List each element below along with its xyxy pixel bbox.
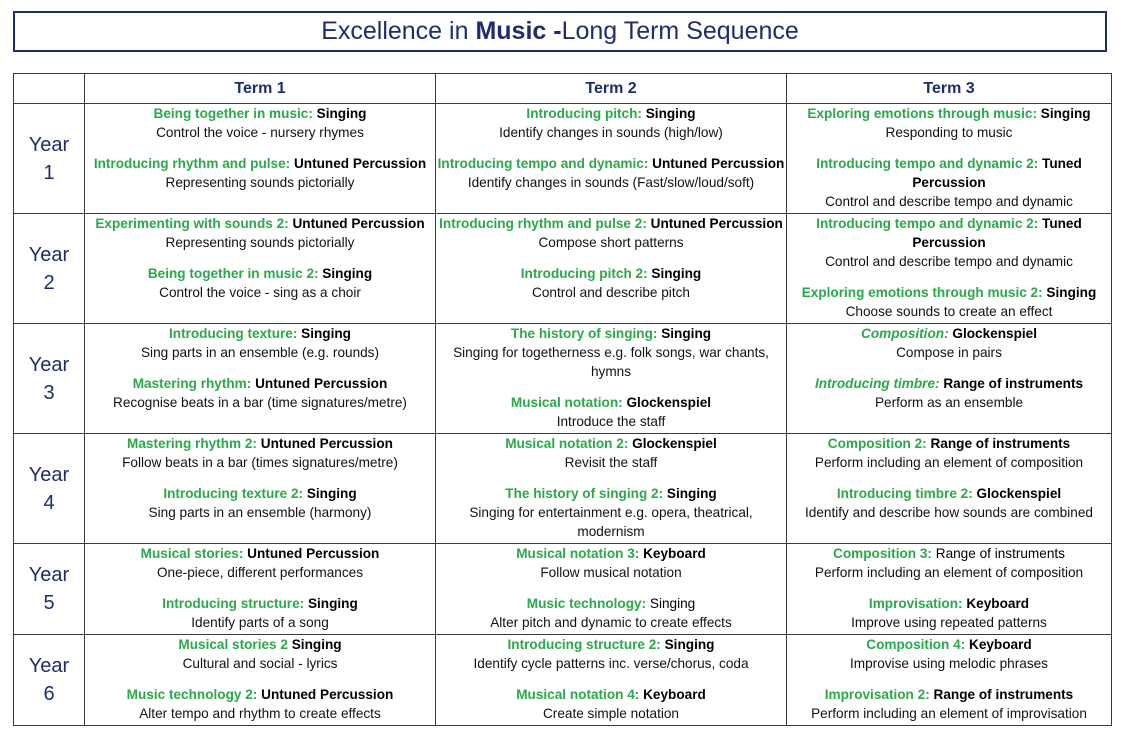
unit-description: Sing parts in an ensemble (harmony) — [148, 505, 372, 520]
unit-block — [85, 635, 435, 673]
unit-description: Sing parts in an ensemble (e.g. rounds) — [140, 345, 380, 360]
unit-instrument: Singing — [1036, 106, 1091, 121]
unit-heading — [85, 214, 435, 233]
unit-topic: Introducing timbre 2: — [836, 486, 973, 501]
unit-block — [436, 154, 786, 192]
term-1-cell — [85, 214, 436, 324]
unit-block — [85, 104, 435, 142]
unit-instrument: Singing — [297, 326, 351, 341]
unit-description: Improve using repeated patterns — [851, 615, 1047, 630]
unit-heading — [85, 324, 435, 343]
unit-instrument: Tuned Percussion — [912, 216, 1082, 250]
unit-block — [787, 434, 1111, 472]
unit-block — [436, 104, 786, 142]
unit-description: Control and describe pitch — [532, 285, 690, 300]
unit-instrument: Glockenspiel — [628, 436, 717, 451]
unit-block — [436, 393, 786, 431]
unit-block — [787, 154, 1111, 211]
unit-block — [787, 104, 1111, 142]
term-2-cell — [436, 214, 787, 324]
unit-heading — [85, 264, 435, 283]
unit-topic: Mastering rhythm 2: — [127, 436, 257, 451]
unit-instrument: Untuned Percussion — [646, 216, 783, 231]
unit-description: Compose short patterns — [538, 235, 684, 250]
unit-heading — [787, 594, 1111, 613]
year-label — [14, 214, 85, 324]
unit-heading — [85, 594, 435, 613]
term-1-cell — [85, 635, 436, 726]
unit-block — [436, 434, 786, 472]
unit-topic: Introducing texture 2: — [163, 486, 304, 501]
unit-heading — [787, 324, 1111, 343]
unit-topic: Introducing rhythm and pulse 2: — [439, 216, 647, 231]
unit-heading — [436, 635, 786, 654]
unit-instrument: Untuned Percussion — [288, 216, 425, 231]
unit-instrument: Untuned Percussion — [256, 436, 393, 451]
unit-description: Singing for entertainment e.g. opera, theatrical, modernism — [469, 505, 753, 539]
unit-topic: Musical stories 2 — [178, 637, 288, 652]
term-3-cell — [787, 434, 1112, 544]
unit-instrument: Glockenspiel — [972, 486, 1062, 501]
table-row — [14, 324, 1112, 434]
unit-instrument: Glockenspiel — [948, 326, 1037, 341]
unit-topic: Composition 4: — [866, 637, 966, 652]
unit-block — [85, 544, 435, 582]
unit-topic: Musical notation 2: — [505, 436, 629, 451]
unit-heading — [787, 104, 1111, 123]
unit-heading — [85, 374, 435, 393]
unit-description: Cultural and social - lyrics — [182, 656, 338, 671]
unit-topic: Music technology: — [526, 596, 647, 611]
year-number: 5 — [43, 592, 55, 614]
unit-instrument: Glockenspiel — [622, 395, 712, 410]
unit-instrument: Singing — [318, 266, 373, 281]
unit-instrument: Range of instruments — [931, 546, 1065, 561]
unit-topic: Introducing tempo and dynamic 2: — [816, 156, 1039, 171]
unit-instrument: Keyboard — [962, 596, 1030, 611]
unit-instrument: Untuned Percussion — [290, 156, 427, 171]
year-label — [14, 544, 85, 635]
term-1-cell — [85, 104, 436, 214]
table-row — [14, 434, 1112, 544]
title-subject: Music - — [475, 17, 562, 45]
unit-description: Identify and describe how sounds are combined — [805, 505, 1093, 520]
unit-description: Control and describe tempo and dynamic — [825, 194, 1073, 209]
unit-heading — [85, 685, 435, 704]
unit-topic: Introducing structure 2: — [507, 637, 661, 652]
unit-instrument: Range of instruments — [939, 376, 1084, 391]
year-word: Year — [28, 463, 70, 486]
unit-heading — [787, 685, 1111, 704]
unit-topic: Being together in music 2: — [147, 266, 319, 281]
unit-heading — [436, 324, 786, 343]
unit-heading — [436, 393, 786, 412]
unit-block — [787, 685, 1111, 723]
year-word: Year — [28, 133, 70, 156]
unit-topic: Musical notation 4: — [516, 687, 640, 702]
unit-topic: Introducing tempo and dynamic 2: — [816, 216, 1039, 231]
term-3-cell — [787, 544, 1112, 635]
year-number: 4 — [43, 491, 55, 514]
term-2-header: Term 2 — [436, 74, 787, 104]
page-title — [13, 11, 1107, 52]
unit-description: One-piece, different performances — [156, 565, 364, 580]
year-number: 3 — [43, 381, 55, 404]
unit-topic: Exploring emotions through music: — [807, 106, 1037, 121]
term-2-cell — [436, 434, 787, 544]
unit-block — [85, 434, 435, 472]
unit-block — [85, 374, 435, 412]
term-3-cell — [787, 104, 1112, 214]
unit-instrument: Keyboard — [965, 637, 1032, 652]
unit-heading — [787, 544, 1111, 563]
unit-topic: Composition 3: — [833, 546, 932, 561]
unit-heading — [436, 434, 786, 453]
unit-instrument: Singing — [660, 637, 715, 652]
unit-heading — [436, 685, 786, 704]
year-label — [14, 324, 85, 434]
unit-instrument: Singing — [663, 486, 717, 501]
unit-description: Responding to music — [885, 125, 1013, 140]
unit-block — [787, 283, 1111, 321]
unit-description: Revisit the staff — [564, 455, 658, 470]
title-prefix: Excellence in — [321, 17, 469, 45]
unit-topic: Introducing structure: — [162, 596, 305, 611]
unit-instrument: Untuned Percussion — [257, 687, 394, 702]
unit-topic: Introducing rhythm and pulse: — [93, 156, 291, 171]
unit-heading — [787, 635, 1111, 654]
unit-heading — [85, 104, 435, 123]
unit-block — [85, 264, 435, 302]
unit-topic: The history of singing: — [510, 326, 658, 341]
table-row — [14, 104, 1112, 214]
unit-heading — [85, 544, 435, 563]
unit-topic: Introducing pitch 2: — [520, 266, 648, 281]
unit-instrument: Singing — [312, 106, 367, 121]
unit-topic: Composition: — [861, 326, 949, 341]
unit-description: Perform including an element of composition — [814, 455, 1084, 470]
unit-description: Identify changes in sounds (high/low) — [499, 125, 723, 140]
unit-heading — [787, 434, 1111, 453]
unit-block — [787, 374, 1111, 412]
unit-instrument: Keyboard — [639, 687, 706, 702]
unit-block — [85, 154, 435, 192]
unit-heading — [85, 484, 435, 503]
unit-block — [787, 635, 1111, 673]
unit-heading — [436, 484, 786, 503]
header-row — [14, 74, 1112, 104]
unit-instrument: Singing — [657, 326, 712, 341]
unit-topic: Musical notation: — [510, 395, 623, 410]
term-2-cell — [436, 324, 787, 434]
unit-description: Identify parts of a song — [191, 615, 329, 630]
unit-instrument: Singing — [303, 486, 357, 501]
unit-heading — [85, 635, 435, 654]
unit-heading — [787, 154, 1111, 192]
term-1-header: Term 1 — [85, 74, 436, 104]
unit-block — [787, 324, 1111, 362]
unit-topic: Music technology 2: — [126, 687, 258, 702]
unit-topic: Improvisation 2: — [824, 687, 930, 702]
unit-block — [787, 484, 1111, 522]
unit-topic: Introducing tempo and dynamic: — [437, 156, 649, 171]
year-word: Year — [28, 564, 70, 586]
unit-description: Singing for togetherness e.g. folk songs, war chants, hymns — [453, 345, 769, 379]
unit-heading — [436, 544, 786, 563]
unit-heading — [436, 264, 786, 283]
unit-topic: The history of singing 2: — [505, 486, 664, 501]
unit-block — [85, 594, 435, 632]
unit-description: Perform as an ensemble — [874, 395, 1024, 410]
unit-block — [436, 214, 786, 252]
unit-description: Representing sounds pictorially — [165, 235, 355, 250]
unit-block — [436, 544, 786, 582]
unit-description: Identify changes in sounds (Fast/slow/loud/soft) — [467, 175, 755, 190]
unit-topic: Introducing pitch: — [526, 106, 642, 121]
unit-block — [85, 685, 435, 723]
unit-block — [85, 214, 435, 252]
term-2-cell — [436, 544, 787, 635]
sequence-table — [13, 73, 1112, 726]
year-number: 6 — [43, 683, 55, 705]
unit-instrument: Untuned Percussion — [251, 376, 388, 391]
unit-description: Control and describe tempo and dynamic — [825, 254, 1073, 269]
unit-description: Control the voice - nursery rhymes — [156, 125, 364, 140]
unit-block — [436, 685, 786, 723]
unit-heading — [787, 484, 1111, 503]
unit-description: Identify cycle patterns inc. verse/chorus, coda — [473, 656, 749, 671]
unit-block — [436, 484, 786, 541]
year-label — [14, 434, 85, 544]
unit-description: Introduce the staff — [556, 414, 666, 429]
unit-instrument: Singing — [641, 106, 696, 121]
term-1-cell — [85, 434, 436, 544]
unit-heading — [436, 104, 786, 123]
unit-instrument: Singing — [304, 596, 358, 611]
unit-block — [787, 214, 1111, 271]
unit-topic: Experimenting with sounds 2: — [95, 216, 289, 231]
unit-block — [436, 635, 786, 673]
unit-block — [787, 594, 1111, 632]
term-2-cell — [436, 104, 787, 214]
unit-instrument: Singing — [1042, 285, 1097, 300]
unit-instrument: Range of instruments — [926, 436, 1071, 451]
unit-instrument: Untuned Percussion — [243, 546, 380, 561]
year-word: Year — [28, 243, 70, 266]
term-2-cell — [436, 635, 787, 726]
unit-description: Compose in pairs — [896, 345, 1002, 360]
unit-description: Alter pitch and dynamic to create effects — [490, 615, 732, 630]
unit-topic: Improvisation: — [868, 596, 963, 611]
unit-description: Perform including an element of improvisation — [811, 706, 1087, 721]
unit-topic: Mastering rhythm: — [132, 376, 252, 391]
term-3-cell — [787, 635, 1112, 726]
unit-block — [787, 544, 1111, 582]
year-word: Year — [28, 353, 70, 376]
unit-topic: Being together in music: — [153, 106, 313, 121]
unit-instrument: Untuned Percussion — [648, 156, 785, 171]
unit-description: Perform including an element of composition — [814, 565, 1084, 580]
unit-block — [436, 324, 786, 381]
unit-description: Create simple notation — [542, 706, 679, 721]
unit-description: Control the voice - sing as a choir — [159, 285, 361, 300]
table-row — [14, 214, 1112, 324]
table-row — [14, 635, 1112, 726]
title-suffix: Long Term Sequence — [561, 17, 799, 45]
unit-heading — [85, 434, 435, 453]
table-row — [14, 544, 1112, 635]
year-label — [14, 635, 85, 726]
term-3-header: Term 3 — [787, 74, 1112, 104]
unit-heading — [787, 214, 1111, 252]
unit-instrument: Keyboard — [639, 546, 706, 561]
unit-description: Follow musical notation — [540, 565, 682, 580]
term-3-cell — [787, 324, 1112, 434]
term-1-cell — [85, 324, 436, 434]
term-1-cell — [85, 544, 436, 635]
unit-block — [85, 484, 435, 522]
unit-topic: Introducing texture: — [168, 326, 298, 341]
unit-heading — [787, 283, 1111, 302]
term-3-cell — [787, 214, 1112, 324]
unit-description: Improvise using melodic phrases — [850, 656, 1048, 671]
unit-block — [85, 324, 435, 362]
year-number: 1 — [43, 161, 55, 184]
unit-topic: Composition 2: — [827, 436, 927, 451]
unit-instrument: Singing — [646, 596, 696, 611]
unit-description: Recognise beats in a bar (time signatures/metre) — [113, 395, 407, 410]
unit-topic: Exploring emotions through music 2: — [801, 285, 1043, 300]
corner-header — [14, 74, 85, 104]
unit-description: Alter tempo and rhythm to create effects — [139, 706, 381, 721]
unit-description: Representing sounds pictorially — [165, 175, 355, 190]
unit-description: Choose sounds to create an effect — [845, 304, 1053, 319]
unit-heading — [85, 154, 435, 173]
unit-heading — [436, 214, 786, 233]
unit-description: Follow beats in a bar (times signatures/metre) — [122, 455, 398, 470]
unit-instrument: Range of instruments — [929, 687, 1074, 702]
year-word: Year — [28, 655, 70, 677]
unit-heading — [787, 374, 1111, 393]
unit-topic: Introducing timbre: — [814, 376, 940, 391]
year-number: 2 — [43, 271, 55, 294]
unit-topic: Musical stories: — [140, 546, 244, 561]
unit-heading — [436, 154, 786, 173]
unit-instrument: Tuned Percussion — [912, 156, 1082, 190]
unit-heading — [436, 594, 786, 613]
unit-topic: Musical notation 3: — [516, 546, 640, 561]
unit-instrument: Singing — [287, 637, 342, 652]
unit-block — [436, 264, 786, 302]
unit-block — [436, 594, 786, 632]
year-label — [14, 104, 85, 214]
unit-instrument: Singing — [647, 266, 702, 281]
